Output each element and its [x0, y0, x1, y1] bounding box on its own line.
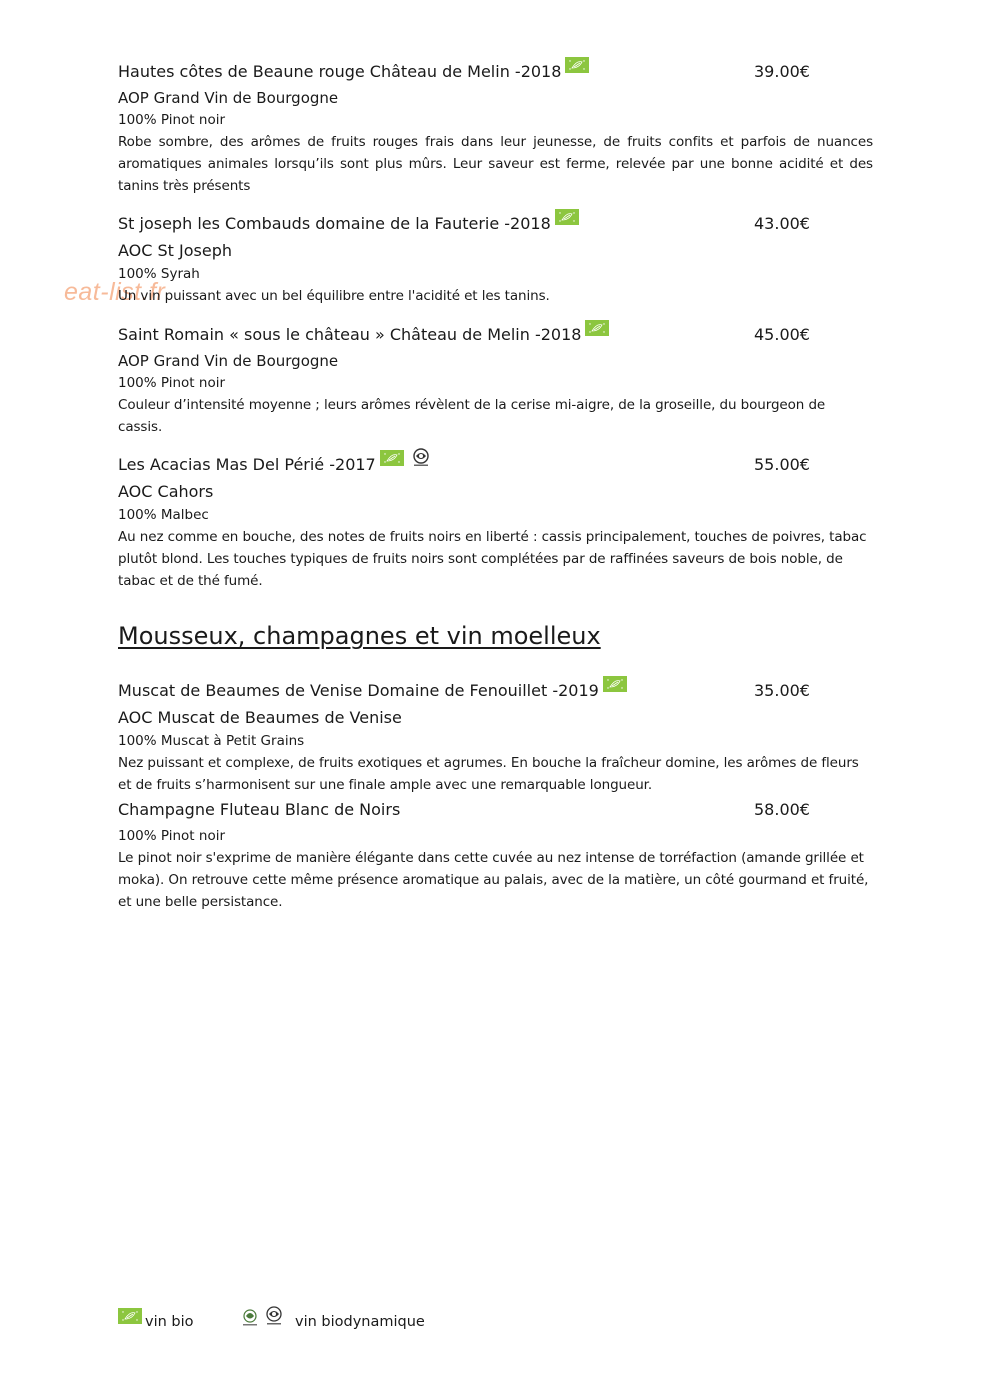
- organic-leaf-icon: [555, 209, 579, 225]
- organic-leaf-icon: [380, 450, 404, 466]
- wine-description: Nez puissant et complexe, de fruits exotiques et agrumes. En bouche la fraîcheur domine, les arômes de fleurs et de fruits s’harmonisent sur une finale ample avec une remarquable longueur.: [118, 755, 859, 793]
- wine-name: Hautes côtes de Beaune rouge Château de Melin -2018: [118, 62, 562, 81]
- section-title: Mousseux, champagnes et vin moelleux: [118, 622, 601, 650]
- wine-description: Robe sombre, des arômes de fruits rouges frais dans leur jeunesse, de fruits confits et parfois de nuances aromatiques animales lorsqu’ils sont plus mûrs. Leur saveur est ferme, relevée par une bonne acidité et des tanins très présents: [118, 134, 873, 194]
- wine-description: Le pinot noir s'exprime de manière élégante dans cette cuvée au nez intense de torréfaction (amande grillée et moka). On retrouve cette même présence aromatique au palais, avec de la matière, un côté gourmand et fruité, et une belle persistance.: [118, 850, 869, 910]
- organic-leaf-icon: [565, 57, 589, 73]
- wine-item: [118, 324, 873, 438]
- wine-item: [118, 213, 873, 307]
- wine-grape: 100% Muscat à Petit Grains: [118, 733, 305, 749]
- wine-grape: 100% Pinot noir: [118, 112, 225, 128]
- wine-appellation: AOC Cahors: [118, 482, 214, 501]
- wine-name: Champagne Fluteau Blanc de Noirs: [118, 800, 401, 819]
- wine-grape: 100% Syrah: [118, 266, 200, 282]
- wine-item: [118, 61, 873, 197]
- wine-description: Au nez comme en bouche, des notes de fruits noirs en liberté : cassis principalement, touches de poivres, tabac plutôt blond. Les touches typiques de fruits noirs sont complétées par de raffinées saveurs de bois noble, de tabac et de thé fumé.: [118, 529, 867, 589]
- wine-appellation: AOP Grand Vin de Bourgogne: [118, 352, 339, 370]
- wine-grape: 100% Pinot noir: [118, 828, 225, 844]
- wine-grape: 100% Pinot noir: [118, 375, 225, 391]
- wine-appellation: AOP Grand Vin de Bourgogne: [118, 89, 339, 107]
- watermark: eat-list.fr: [64, 278, 166, 306]
- legend-biodynamic-label: vin biodynamique: [295, 1314, 425, 1330]
- legend-biodynamic-seal-icon: [240, 1306, 286, 1332]
- legend-organic-leaf-icon: [118, 1308, 142, 1328]
- wine-price: 58.00€: [754, 800, 810, 819]
- wine-item: [118, 680, 873, 796]
- wine-appellation: AOC St Joseph: [118, 241, 233, 260]
- wine-appellation: AOC Muscat de Beaumes de Venise: [118, 708, 402, 727]
- wine-price: 43.00€: [754, 214, 810, 233]
- wine-price: 35.00€: [754, 681, 810, 700]
- wine-name: Muscat de Beaumes de Venise Domaine de Fenouillet -2019: [118, 681, 599, 700]
- wine-description: Couleur d’intensité moyenne ; leurs arômes révèlent de la cerise mi-aigre, de la groseille, du bourgeon de cassis.: [118, 397, 826, 435]
- wine-name: Saint Romain « sous le château » Château de Melin -2018: [118, 325, 582, 344]
- wine-name: St joseph les Combauds domaine de la Fauterie -2018: [118, 214, 551, 233]
- wine-price: 45.00€: [754, 325, 810, 344]
- wine-price: 55.00€: [754, 455, 810, 474]
- organic-leaf-icon: [603, 676, 627, 692]
- wine-grape: 100% Malbec: [118, 507, 209, 523]
- wine-description: Un vin puissant avec un bel équilibre entre l'acidité et les tanins.: [118, 288, 550, 304]
- organic-leaf-icon: [585, 320, 609, 336]
- wine-item: [118, 454, 873, 592]
- wine-price: 39.00€: [754, 62, 810, 81]
- biodynamic-seal-icon: [410, 448, 432, 468]
- legend-organic-label: vin bio: [145, 1314, 194, 1330]
- wine-item: [118, 799, 873, 913]
- wine-name: Les Acacias Mas Del Périé -2017: [118, 455, 376, 474]
